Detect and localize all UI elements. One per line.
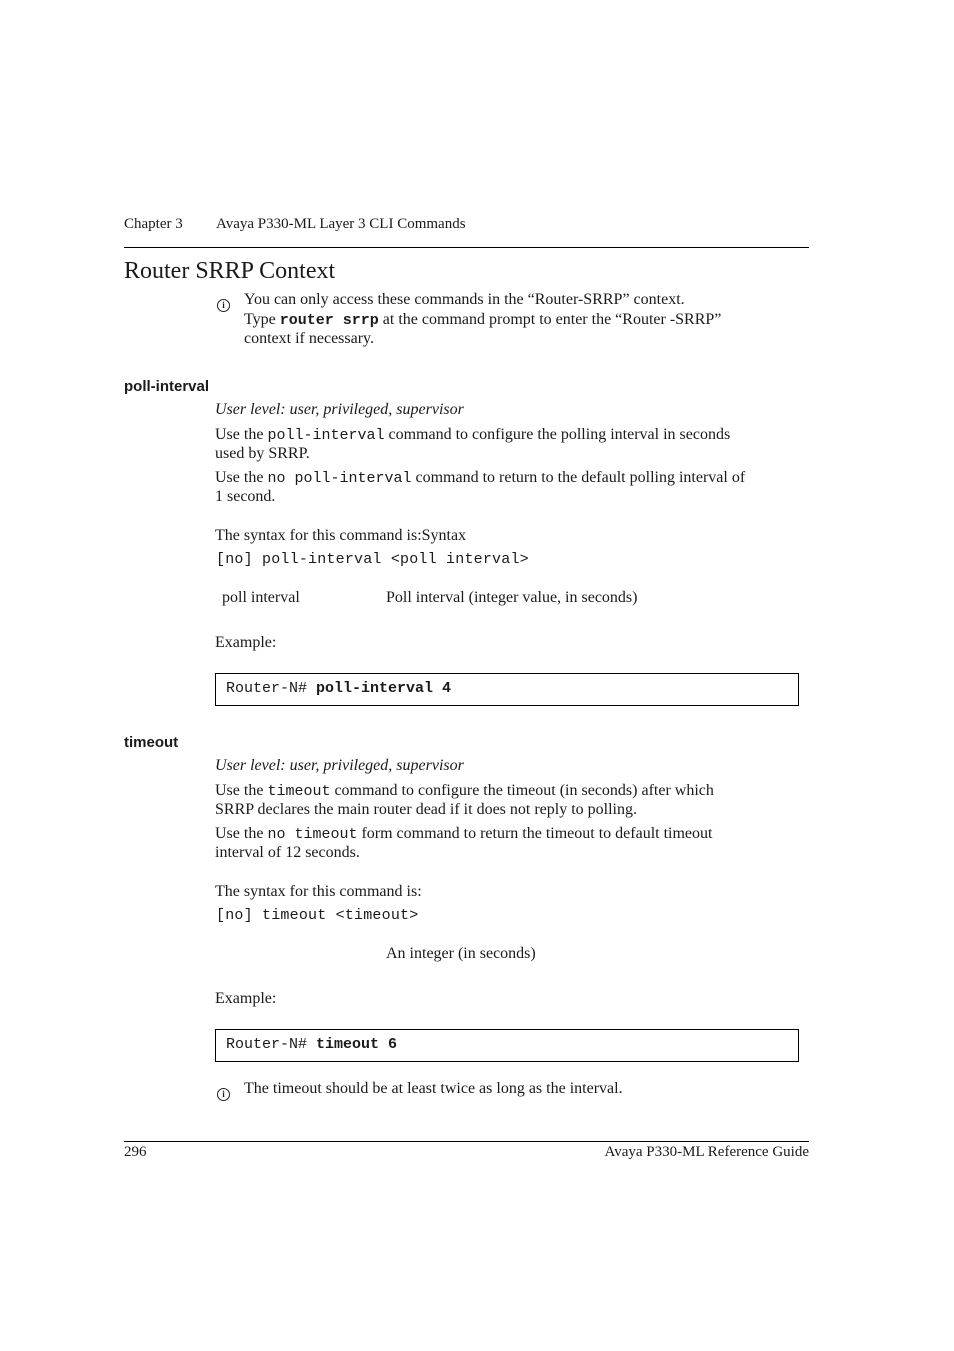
chapter-label: Chapter 3 — [124, 216, 183, 232]
timeout-param-desc: An integer (in seconds) — [386, 945, 536, 962]
no-timeout-desc-line1: Use the no timeout form command to return the timeout to default timeout — [215, 825, 713, 843]
section-note-line3: context if necessary. — [244, 330, 375, 347]
page-number: 296 — [124, 1144, 147, 1160]
poll-interval-syntax-intro: The syntax for this command is:Syntax — [215, 527, 467, 544]
info-icon: i — [217, 1082, 230, 1101]
section-title: Router SRRP Context — [124, 258, 336, 284]
router-srrp-command: router srrp — [279, 312, 379, 329]
poll-interval-example-code: Router-N# poll-interval 4 — [226, 680, 452, 697]
poll-interval-desc-line2: used by SRRP. — [215, 445, 310, 462]
timeout-desc-line2: SRRP declares the main router dead if it does not reply to polling. — [215, 801, 637, 818]
poll-interval-example-box — [215, 673, 799, 706]
timeout-desc-line1: Use the timeout command to configure the timeout (in seconds) after which — [215, 782, 714, 800]
timeout-syntax: [no] timeout <timeout> — [216, 907, 419, 924]
guide-title: Avaya P330-ML Reference Guide — [604, 1144, 809, 1160]
poll-interval-syntax: [no] poll-interval <poll interval> — [216, 551, 529, 568]
footer-rule — [124, 1141, 809, 1142]
info-icon: i — [217, 293, 230, 312]
timeout-example-code: Router-N# timeout 6 — [226, 1036, 398, 1053]
no-poll-interval-desc-line1: Use the no poll-interval command to return to the default polling interval of — [215, 469, 746, 487]
poll-interval-param-name: poll interval — [222, 589, 300, 606]
timeout-example-label: Example: — [215, 990, 277, 1007]
poll-interval-param-desc: Poll interval (integer value, in seconds) — [386, 589, 638, 606]
timeout-syntax-intro: The syntax for this command is: — [215, 883, 422, 900]
poll-interval-example-label: Example: — [215, 634, 277, 651]
no-timeout-desc-line2: interval of 12 seconds. — [215, 844, 360, 861]
poll-interval-user-level: User level: user, privileged, supervisor — [215, 401, 464, 418]
header-rule — [124, 247, 809, 248]
chapter-title: Avaya P330-ML Layer 3 CLI Commands — [216, 216, 466, 232]
timeout-example-box — [215, 1029, 799, 1062]
section-note-line1: You can only access these commands in the “Router-SRRP” context. — [244, 291, 685, 308]
timeout-user-level: User level: user, privileged, supervisor — [215, 757, 464, 774]
timeout-heading: timeout — [124, 734, 179, 751]
timeout-note: The timeout should be at least twice as long as the interval. — [244, 1080, 623, 1097]
no-poll-interval-desc-line2: 1 second. — [215, 488, 276, 505]
poll-interval-desc-line1: Use the poll-interval command to configure the polling interval in seconds — [215, 426, 731, 444]
poll-interval-heading: poll-interval — [124, 378, 210, 395]
section-note-line2: Type router srrp at the command prompt to enter the “Router -SRRP” — [244, 311, 722, 329]
